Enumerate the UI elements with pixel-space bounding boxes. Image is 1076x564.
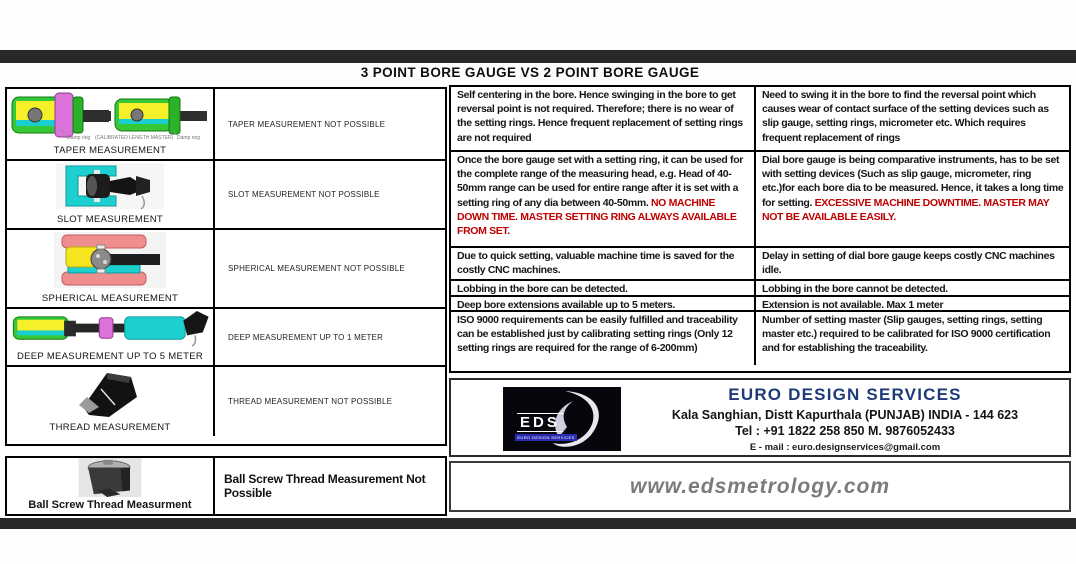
comparison-row — [451, 295, 1069, 310]
capability-row-deep — [7, 307, 445, 365]
capability-2point-label: SLOT MEASUREMENT NOT POSSIBLE — [228, 190, 380, 199]
capability-caption: DEEP MEASUREMENT UP TO 5 METER — [16, 351, 204, 362]
capability-caption: THREAD MEASUREMENT — [49, 422, 171, 433]
company-address: Kala Sanghian, Distt Kapurthala (PUNJAB) INDIA - 144 623 — [671, 408, 1019, 422]
cell-text-red: EXCESSIVE MACHINE DOWNTIME. MASTER MAY NOT BE AVAILABLE EASILY. — [762, 196, 1050, 223]
taper-annotation-damp: Damp ring — [177, 134, 201, 141]
cell-text: Deep bore extensions available up to 5 meters. — [457, 299, 675, 311]
capability-caption: SPHERICAL MEASUREMENT — [41, 293, 179, 304]
top-divider-bar — [0, 50, 1076, 63]
page-title: 3 POINT BORE GAUGE VS 2 POINT BORE GAUGE — [360, 65, 700, 80]
comparison-row — [451, 279, 1069, 295]
capability-row-taper — [7, 89, 445, 159]
cell-3point-extensions — [451, 297, 756, 313]
comparison-row — [451, 150, 1069, 246]
cell-3point-self-centering — [451, 87, 756, 150]
cell-text: ISO 9000 requirements can be easily fulfilled and traceability can be established just by calibrating setting rings (Only 12 setting rings are required for the range of 6-200mm) — [457, 314, 738, 355]
cell-text: Lobbing in the bore can be detected. — [457, 283, 628, 295]
company-text-block — [629, 385, 1061, 453]
cell-text: Number of setting master (Slip gauges, setting rings, setting master etc.) required to be calibrated for ISO 9000 certification and for establishing the traceability. — [762, 314, 1051, 355]
taper-gauge-image-cell — [7, 89, 215, 159]
comparison-row — [451, 246, 1069, 279]
cell-text: Need to swing it in the bore to find the reversal point which causes wear of contact surface of the setting devices such as slip gauge, setting rings, micrometer etc. Which requires frequent replacement of rings — [762, 89, 1049, 144]
logo-eds-text: EDS — [517, 413, 563, 432]
comparison-row — [451, 87, 1069, 150]
company-email: E - mail : euro.designservices@gmail.com — [749, 442, 941, 453]
capability-row-spherical — [7, 228, 445, 307]
taper-annotation-clamp: Clamp ring — [66, 134, 91, 141]
deep-gauge-image-cell — [7, 309, 215, 365]
comparison-row — [451, 310, 1069, 365]
capability-table-ball-screw — [5, 456, 447, 516]
spherical-gauge-illustration — [52, 232, 168, 290]
website-banner — [449, 461, 1071, 512]
ball-screw-gauge-illustration — [73, 458, 147, 498]
slot-gauge-illustration — [50, 162, 170, 212]
cell-text: Once the bore gauge set with a setting ring, it can be used for the complete range of the measuring head, e.g. Head of 40-50mm range can be used for entire range after it is set with a setting ring of any dia between 40-50mm. — [457, 154, 743, 209]
capability-row-ball-screw — [7, 458, 445, 514]
cell-3point-lobbing — [451, 281, 756, 297]
capability-2point-label: THREAD MEASUREMENT NOT POSSIBLE — [228, 397, 393, 406]
comparison-table — [449, 85, 1071, 373]
cell-text: Due to quick setting, valuable machine time is saved for the costly CNC machines. — [457, 250, 735, 277]
slot-gauge-image-cell — [7, 161, 215, 228]
capability-caption: Ball Screw Thread Measurment — [28, 499, 192, 511]
capability-2point-label: TAPER MEASUREMENT NOT POSSIBLE — [228, 119, 386, 129]
cell-text-red: NO MACHINE DOWN TIME. MASTER SETTING RING ALWAYS AVAILABLE FROM SET. — [457, 196, 737, 238]
cell-text: Lobbing in the bore cannot be detected. — [762, 283, 948, 295]
cell-2point-iso9000 — [756, 312, 1069, 365]
capability-caption: TAPER MEASUREMENT — [53, 145, 167, 156]
cell-text: Extension is not available. Max 1 meter — [762, 299, 944, 311]
capability-table — [5, 87, 447, 446]
cell-3point-setting-ring — [451, 152, 756, 246]
capability-2point-label: SPHERICAL MEASUREMENT NOT POSSIBLE — [228, 264, 405, 273]
capability-caption: SLOT MEASUREMENT — [57, 214, 163, 225]
website-url: www.edsmetrology.com — [630, 474, 890, 498]
company-name: EURO DESIGN SERVICES — [728, 385, 962, 404]
company-card — [449, 378, 1071, 457]
cell-2point-swing-required — [756, 87, 1069, 150]
capability-2point-label: DEEP MEASUREMENT UP TO 1 METER — [228, 332, 384, 342]
ball-screw-image-cell — [7, 458, 215, 514]
thread-gauge-image-cell — [7, 367, 215, 436]
company-phone: Tel : +91 1822 258 850 M. 9876052433 — [735, 424, 955, 438]
cell-text: Dial bore gauge is being comparative instruments, has to be set with setting devices (Such as slip gauge, micrometer, ring etc.)for each bore dia to be measured. Hence, it takes a long time for setting. — [762, 154, 1064, 209]
taper-gauge-illustration — [9, 91, 211, 143]
capability-row-slot — [7, 159, 445, 228]
cell-text: Self centering in the bore. Hence swinging in the bore to get reversal point is not required. Therefore; there is no wear of the setting rings. Hence frequent replacement of setting rings are not required — [457, 89, 743, 144]
logo-subtext: EURO DESIGN SERVICES — [515, 434, 577, 441]
capability-row-thread — [7, 365, 445, 436]
thread-gauge-illustration — [67, 367, 153, 421]
cell-2point-delay — [756, 248, 1069, 279]
deep-gauge-illustration — [7, 309, 215, 350]
cell-text: Delay in setting of dial bore gauge keeps costly CNC machines idle. — [762, 250, 1055, 277]
cell-2point-dial-setting — [756, 152, 1069, 246]
cell-2point-lobbing — [756, 281, 1069, 297]
bottom-divider-bar — [0, 518, 1076, 529]
taper-annotation-master: (CALIBRATED LENGTH MASTER) — [95, 134, 174, 141]
company-logo — [503, 387, 621, 451]
cell-2point-extensions — [756, 297, 1069, 313]
cell-3point-quick-setting — [451, 248, 756, 279]
spherical-gauge-image-cell — [7, 230, 215, 307]
capability-2point-label: Ball Screw Thread Measurement Not Possible — [224, 472, 426, 500]
cell-3point-iso9000 — [451, 312, 756, 365]
